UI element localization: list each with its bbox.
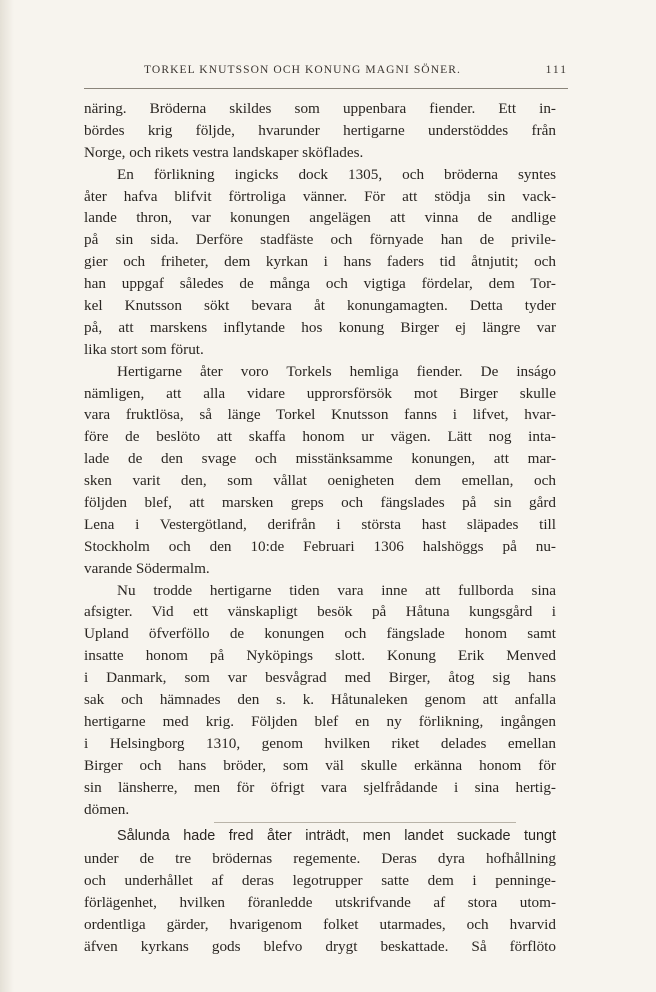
text-line: Hertigarne åter voro Torkels hemliga fiender. De inságo	[117, 362, 556, 380]
text-line: Nu trodde hertigarne tiden vara inne att fullborda sina	[117, 581, 556, 599]
text-line: han uppgaf således de många och vigtiga fördelar, dem Tor-	[84, 275, 556, 293]
text-line: sken varit den, som vållat oenigheten dem emellan, och	[84, 472, 556, 490]
text-line: förlägenhet, hvilken föranledde utskrifvande af stora utom-	[84, 894, 556, 912]
text-line: sin länsherre, men för öfrigt vara sjelfrådande i sina hertig-	[84, 778, 556, 796]
text-line: nämligen, att alla vidare upprorsförsök mot Birger skulle	[84, 384, 556, 402]
text-line: på sin sida. Derföre stadfäste och förnyade han de privile-	[84, 231, 556, 249]
text-line: i Danmark, som var besvågrad med Birger, åtog sig hans	[84, 669, 556, 687]
text-line: kel Knutsson sökt bevara åt konungamagten. Detta tyder	[84, 297, 556, 315]
text-line: Sålunda hade fred åter inträdt, men landet suckade tungt	[117, 828, 556, 845]
text-line: före de beslöto att skaffa honom ur vägen. Lätt nog inta-	[84, 428, 556, 446]
text-line: Upland öfverföllo de konungen och fängslade honom samt	[84, 625, 556, 643]
body-text	[84, 98, 556, 958]
text-line: ordentliga gärder, hvarigenom folket utarmades, och hvarvid	[84, 915, 556, 933]
section-divider	[84, 820, 556, 826]
running-head	[84, 64, 568, 82]
text-line: gier och friheter, dem kyrkan i hans faders tid åtnjutit; och	[84, 253, 556, 271]
text-line: äfven kyrkans gods blefvo drygt beskattade. Så förflöto	[84, 937, 556, 955]
page-edge-shadow	[0, 0, 14, 992]
text-line: och underhållet af deras legotrupper satte dem i penninge-	[84, 872, 556, 890]
text-line: dömen.	[84, 800, 130, 818]
text-line: näring. Bröderna skildes som uppenbara fiender. Ett in-	[84, 100, 556, 117]
text-line: följden blef, att marsken greps och fängslades på sin gård	[84, 494, 556, 512]
text-line: vara fruktlösa, så länge Torkel Knutsson fanns i lifvet, hvar-	[84, 406, 556, 424]
text-line: lade de den svage och misstänksamme konungen, att mar-	[84, 450, 556, 468]
text-line: åter hafva blifvit förtroliga vänner. För att stödja sin vack-	[84, 187, 556, 205]
text-line: lika stort som förut.	[84, 340, 204, 358]
text-line: En förlikning ingicks dock 1305, och bröderna syntes	[117, 165, 556, 183]
text-line: Norge, och rikets vestra landskaper sköflades.	[84, 143, 364, 161]
header-rule	[84, 88, 568, 89]
text-line: hertigarne med krig. Följden blef en ny förlikning, ingången	[84, 712, 556, 730]
text-line: varande Södermalm.	[84, 559, 210, 577]
text-line: Stockholm och den 10:de Februari 1306 halshöggs på nu-	[84, 537, 556, 555]
text-line: lande thron, var konungen angelägen att vinna de andlige	[84, 209, 556, 227]
text-line: Birger och hans bröder, som väl skulle erkänna honom för	[84, 756, 556, 774]
text-line: Lena i Vestergötland, derifrån i största hast släpades till	[84, 515, 556, 533]
running-title: TORKEL KNUTSSON OCH KONUNG MAGNI SÖNER.	[144, 64, 461, 76]
page-number: 111	[545, 64, 568, 76]
text-line: bördes krig följde, hvarunder hertigarne understöddes från	[84, 121, 556, 139]
text-line: under de tre brödernas regemente. Deras dyra hofhållning	[84, 850, 556, 868]
text-line: i Helsingborg 1310, genom hvilken riket delades emellan	[84, 734, 556, 752]
text-line: afsigter. Vid ett vänskapligt besök på Håtuna kungsgård i	[84, 603, 556, 621]
text-line: på, att marskens inflytande hos konung Birger ej längre var	[84, 318, 556, 336]
text-line: insatte honom på Nyköpings slott. Konung Erik Menved	[84, 647, 556, 665]
text-line: sak och hämnades den s. k. Håtunaleken genom att anfalla	[84, 691, 556, 709]
